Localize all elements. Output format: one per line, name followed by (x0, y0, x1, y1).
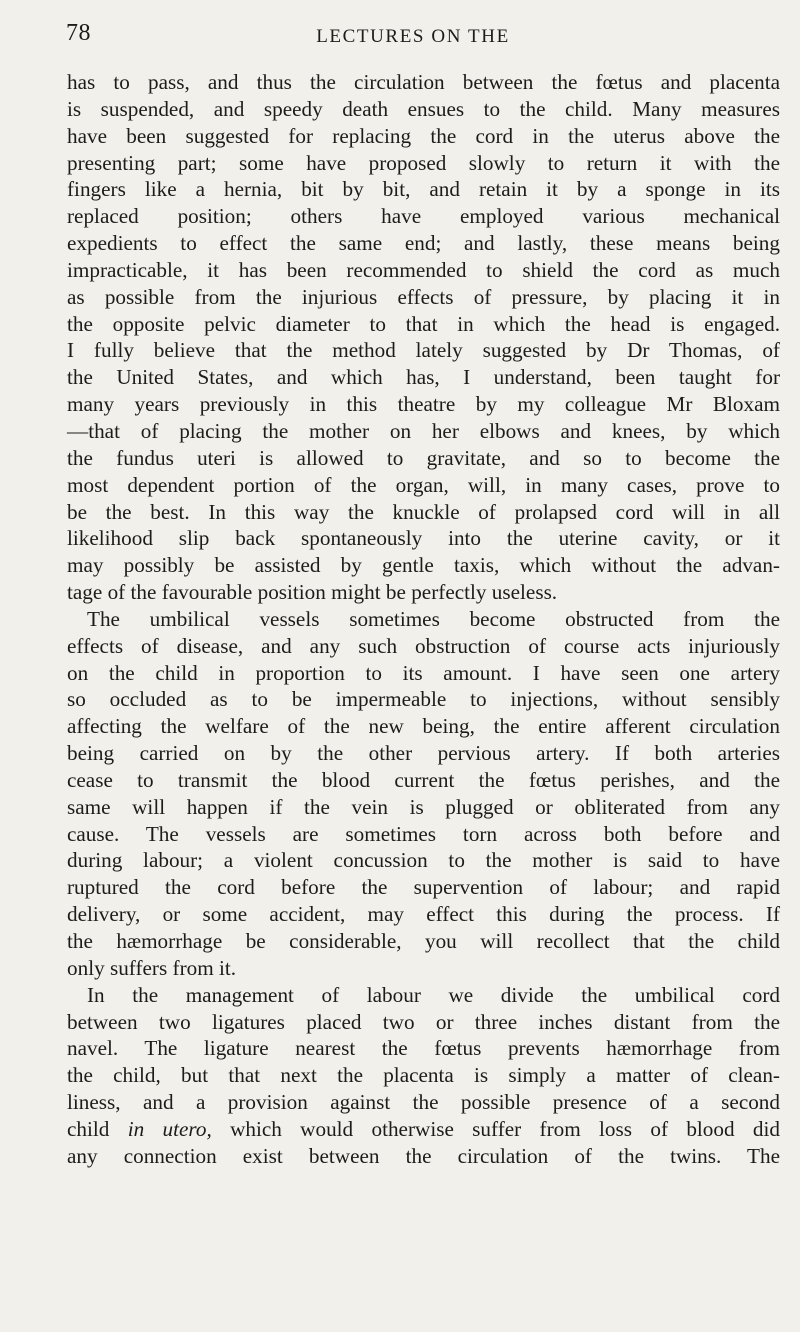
text-line: The umbilical vessels sometimes become obstructed from the (87, 606, 780, 631)
text-line: have been suggested for replacing the cord in the uterus above the (67, 123, 780, 148)
text-line: navel. The ligature nearest the fœtus prevents hæmorrhage from (67, 1036, 780, 1061)
text-line: only suffers from it. (67, 955, 237, 980)
text-line: has to pass, and thus the circulation between the fœtus and placenta (67, 70, 780, 94)
text-line: be the best. In this way the knuckle of prolapsed cord will in all (67, 499, 780, 524)
text-line: tage of the favourable position might be perfectly useless. (67, 580, 558, 605)
body-text (67, 69, 780, 1170)
text-line: cause. The vessels are sometimes torn across both before and (67, 821, 780, 846)
text-line: many years previously in this theatre by my colleague Mr Bloxam (67, 392, 780, 417)
text-line: presenting part; some have proposed slowly to return it with the (67, 150, 780, 175)
text-line: most dependent portion of the organ, will, in many cases, prove to (67, 472, 780, 497)
text-line: In the management of labour we divide the umbilical cord (87, 982, 780, 1007)
text-line: the opposite pelvic diameter to that in which the head is engaged. (67, 311, 780, 336)
text-line: the United States, and which has, I understand, been taught for (67, 365, 780, 390)
text-line: during labour; a violent concussion to the mother is said to have (67, 848, 780, 873)
page-number: 78 (66, 20, 91, 46)
text-line: cease to transmit the blood current the fœtus perishes, and the (67, 767, 780, 792)
text-line: the fundus uteri is allowed to gravitate, and so to become the (67, 445, 780, 470)
text-line: delivery, or some accident, may effect this during the process. If (67, 902, 780, 927)
text-line: likelihood slip back spontaneously into the uterine cavity, or it (67, 526, 780, 551)
text-line: on the child in proportion to its amount. I have seen one artery (67, 660, 780, 685)
text-line: the child, but that next the placenta is simply a matter of clean- (67, 1063, 780, 1088)
text-line: between two ligatures placed two or three inches distant from the (67, 1009, 780, 1034)
text-line: I fully believe that the method lately suggested by Dr Thomas, of (67, 338, 780, 363)
text-line: effects of disease, and any such obstruction of course acts injuriously (67, 633, 780, 658)
text-line: impracticable, it has been recommended to shield the cord as much (67, 257, 780, 282)
page-header (66, 20, 760, 50)
text-line: replaced position; others have employed various mechanical (67, 204, 780, 229)
text-line: is suspended, and speedy death ensues to the child. Many measures (67, 96, 780, 121)
text-line: child in utero, which would otherwise suffer from loss of blood did (67, 1116, 780, 1141)
text-line: same will happen if the vein is plugged or obliterated from any (67, 794, 780, 819)
text-line: being carried on by the other pervious artery. If both arteries (67, 741, 780, 766)
text-line: expedients to effect the same end; and lastly, these means being (67, 231, 780, 256)
text-line: as possible from the injurious effects of pressure, by placing it in (67, 284, 780, 309)
text-line: ruptured the cord before the supervention of labour; and rapid (67, 875, 780, 900)
running-head: LECTURES ON THE (316, 26, 510, 47)
text-line: the hæmorrhage be considerable, you will recollect that the child (67, 929, 780, 953)
text-line: liness, and a provision against the possible presence of a second (67, 1090, 780, 1115)
text-line: —that of placing the mother on her elbows and knees, by which (67, 418, 780, 443)
text-line: so occluded as to be impermeable to injections, without sensibly (67, 687, 780, 712)
text-line: any connection exist between the circulation of the twins. The (67, 1143, 780, 1168)
text-line: affecting the welfare of the new being, the entire afferent circulation (67, 714, 780, 739)
text-line: may possibly be assisted by gentle taxis, which without the advan- (67, 553, 780, 578)
text-line: fingers like a hernia, bit by bit, and retain it by a sponge in its (67, 177, 780, 202)
